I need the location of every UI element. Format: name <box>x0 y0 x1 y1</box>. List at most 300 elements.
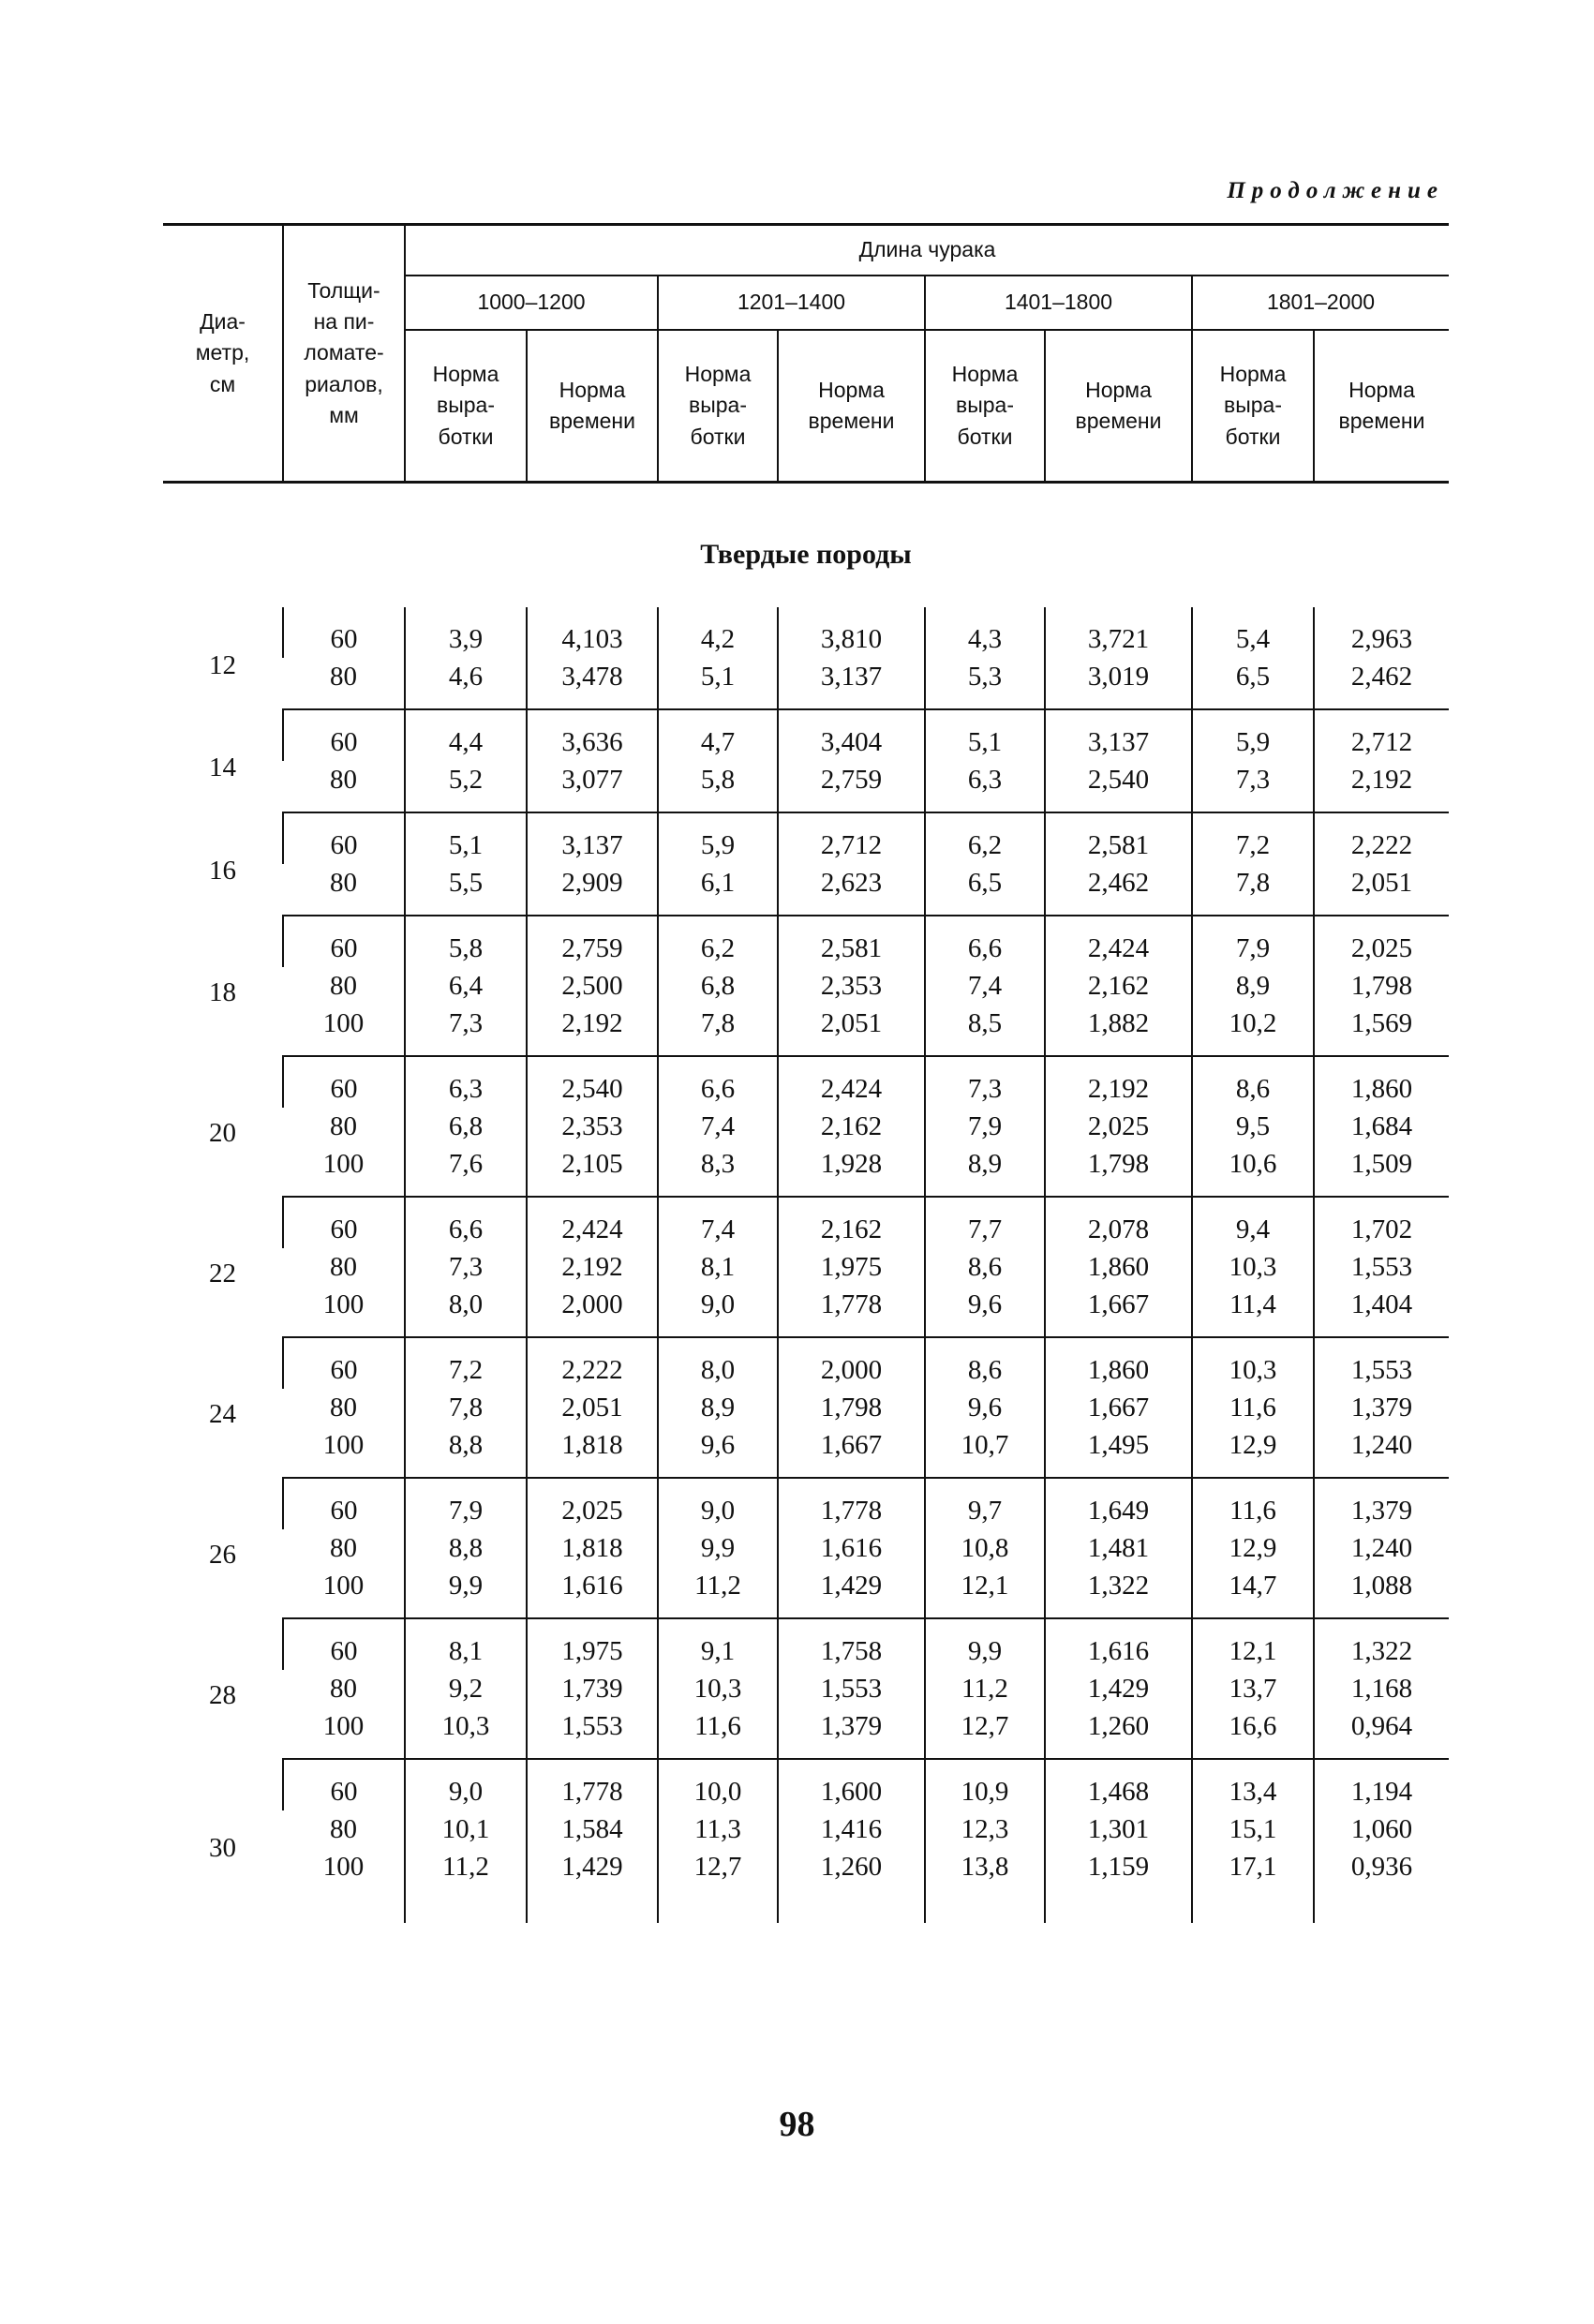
table-header <box>163 225 1449 483</box>
norm-output-cell: 7,8 <box>1192 864 1314 916</box>
norm-time-cell: 2,162 <box>1045 967 1192 1005</box>
norm-output-cell: 10,0 <box>658 1759 778 1810</box>
thickness-cell: 60 <box>283 812 405 864</box>
table-row <box>163 967 1449 1005</box>
norm-output-cell: 10,2 <box>1192 1005 1314 1056</box>
norm-output-cell: 14,7 <box>1192 1567 1314 1618</box>
norm-time-cell: 2,623 <box>778 864 925 916</box>
diameter-cell: 22 <box>209 1259 236 1289</box>
norm-output-cell: 7,9 <box>405 1478 527 1529</box>
norm-output-cell: 5,2 <box>405 761 527 812</box>
norm-output-cell: 10,3 <box>658 1670 778 1707</box>
norm-output-cell: 5,3 <box>925 658 1045 709</box>
section <box>163 483 1449 608</box>
table-row <box>163 1145 1449 1197</box>
diameter-group <box>163 709 1449 812</box>
thickness-cell: 60 <box>283 1759 405 1810</box>
norm-output-cell: 6,3 <box>925 761 1045 812</box>
norm-output-cell: 8,8 <box>405 1529 527 1567</box>
header-norm-time: Норма времени <box>527 330 658 483</box>
norm-output-cell: 10,3 <box>1192 1248 1314 1286</box>
norm-time-cell: 2,759 <box>527 916 658 967</box>
norm-time-cell: 2,540 <box>527 1056 658 1108</box>
continuation-label: Продолжение <box>1227 178 1444 203</box>
diameter-cell: 28 <box>209 1680 236 1710</box>
table-row <box>163 1056 1449 1108</box>
thickness-cell: 80 <box>283 658 405 709</box>
norm-time-cell: 1,088 <box>1314 1567 1449 1618</box>
norm-time-cell: 1,778 <box>527 1759 658 1810</box>
norm-time-cell: 2,000 <box>527 1286 658 1337</box>
norm-output-cell: 4,6 <box>405 658 527 709</box>
norm-output-cell: 10,3 <box>405 1707 527 1759</box>
thickness-cell: 80 <box>330 1111 357 1141</box>
thickness-cell: 80 <box>330 971 357 1001</box>
norm-time-cell: 1,553 <box>527 1707 658 1759</box>
diameter-cell: 30 <box>209 1832 236 1863</box>
norm-time-cell: 1,240 <box>1314 1426 1449 1478</box>
norm-time-cell: 2,162 <box>778 1108 925 1145</box>
norm-time-cell: 3,137 <box>778 658 925 709</box>
diameter-group <box>163 916 1449 1056</box>
norm-output-cell: 5,5 <box>405 864 527 916</box>
thickness-cell: 80 <box>330 1814 357 1844</box>
norm-time-cell: 1,429 <box>527 1848 658 1923</box>
norm-time-cell: 1,818 <box>527 1529 658 1567</box>
thickness-cell: 100 <box>283 1005 405 1056</box>
norm-time-cell: 2,192 <box>1314 761 1449 812</box>
norm-output-cell: 5,8 <box>405 916 527 967</box>
header-range: 1801–2000 <box>1192 276 1449 330</box>
norm-time-cell: 1,481 <box>1045 1529 1192 1567</box>
norm-time-cell: 2,105 <box>527 1145 658 1197</box>
table-row <box>163 1389 1449 1426</box>
norm-output-cell: 10,6 <box>1192 1145 1314 1197</box>
diameter-group <box>163 1759 1449 1923</box>
norm-time-cell: 2,222 <box>1314 812 1449 864</box>
norm-output-cell: 10,9 <box>925 1759 1045 1810</box>
thickness-cell: 80 <box>330 1252 357 1282</box>
table-row <box>163 1337 1449 1389</box>
norm-time-cell: 0,964 <box>1314 1707 1449 1759</box>
norm-time-cell: 1,553 <box>1314 1337 1449 1389</box>
norm-output-cell: 8,1 <box>405 1618 527 1670</box>
thickness-cell: 100 <box>283 1707 405 1759</box>
norm-output-cell: 7,9 <box>1192 916 1314 967</box>
norm-time-cell: 1,616 <box>527 1567 658 1618</box>
table-row <box>163 761 1449 812</box>
norm-output-cell: 9,9 <box>405 1567 527 1618</box>
norm-output-cell: 8,5 <box>925 1005 1045 1056</box>
norm-time-cell: 1,739 <box>527 1670 658 1707</box>
norm-time-cell: 3,137 <box>527 812 658 864</box>
norm-output-cell: 7,3 <box>1192 761 1314 812</box>
norm-output-cell: 7,3 <box>925 1056 1045 1108</box>
norm-time-cell: 1,416 <box>778 1810 925 1848</box>
table-row <box>163 1810 1449 1848</box>
norm-time-cell: 2,162 <box>778 1197 925 1248</box>
norm-time-cell: 0,936 <box>1314 1848 1449 1923</box>
diameter-group <box>163 1478 1449 1618</box>
norm-output-cell: 10,1 <box>405 1810 527 1848</box>
norm-output-cell: 13,8 <box>925 1848 1045 1923</box>
norm-time-cell: 2,192 <box>527 1005 658 1056</box>
norm-time-cell: 2,424 <box>1045 916 1192 967</box>
norm-output-cell: 4,2 <box>658 607 778 658</box>
norm-output-cell: 13,7 <box>1192 1670 1314 1707</box>
norm-output-cell: 7,9 <box>925 1108 1045 1145</box>
norm-output-cell: 5,1 <box>405 812 527 864</box>
norm-time-cell: 3,478 <box>527 658 658 709</box>
norm-time-cell: 3,077 <box>527 761 658 812</box>
norm-output-cell: 11,6 <box>1192 1389 1314 1426</box>
norm-time-cell: 1,553 <box>1314 1248 1449 1286</box>
norm-time-cell: 1,194 <box>1314 1759 1449 1810</box>
norm-time-cell: 2,353 <box>527 1108 658 1145</box>
table-row <box>163 1759 1449 1810</box>
norm-time-cell: 2,759 <box>778 761 925 812</box>
norm-time-cell: 1,404 <box>1314 1286 1449 1337</box>
thickness-cell: 60 <box>283 1197 405 1248</box>
norm-time-cell: 1,060 <box>1314 1810 1449 1848</box>
norm-time-cell: 2,025 <box>1314 916 1449 967</box>
norm-time-cell: 2,353 <box>778 967 925 1005</box>
norm-output-cell: 6,6 <box>405 1197 527 1248</box>
norm-time-cell: 1,667 <box>1045 1389 1192 1426</box>
thickness-cell: 60 <box>283 1618 405 1670</box>
norm-output-cell: 7,8 <box>405 1389 527 1426</box>
diameter-cell: 12 <box>209 649 236 680</box>
norm-time-cell: 1,928 <box>778 1145 925 1197</box>
header-range: 1201–1400 <box>658 276 925 330</box>
norm-output-cell: 11,2 <box>658 1567 778 1618</box>
norm-output-cell: 9,9 <box>658 1529 778 1567</box>
thickness-cell: 80 <box>283 864 405 916</box>
norm-time-cell: 1,495 <box>1045 1426 1192 1478</box>
norm-time-cell: 1,818 <box>527 1426 658 1478</box>
norm-output-cell: 10,3 <box>1192 1337 1314 1389</box>
table-row <box>163 1707 1449 1759</box>
norm-output-cell: 11,3 <box>658 1810 778 1848</box>
norm-time-cell: 3,019 <box>1045 658 1192 709</box>
norm-output-cell: 6,2 <box>925 812 1045 864</box>
table-row <box>163 1286 1449 1337</box>
norm-time-cell: 2,424 <box>778 1056 925 1108</box>
norm-time-cell: 1,798 <box>1045 1145 1192 1197</box>
diameter-group <box>163 1056 1449 1197</box>
norm-output-cell: 9,9 <box>925 1618 1045 1670</box>
norm-time-cell: 1,260 <box>1045 1707 1192 1759</box>
norm-time-cell: 1,667 <box>1045 1286 1192 1337</box>
norm-output-cell: 6,2 <box>658 916 778 967</box>
norm-output-cell: 12,9 <box>1192 1529 1314 1567</box>
norm-output-cell: 9,6 <box>925 1286 1045 1337</box>
norm-time-cell: 3,721 <box>1045 607 1192 658</box>
norm-output-cell: 5,9 <box>658 812 778 864</box>
norm-output-cell: 12,1 <box>925 1567 1045 1618</box>
diameter-group <box>163 1197 1449 1337</box>
norm-output-cell: 8,9 <box>1192 967 1314 1005</box>
norm-output-cell: 10,8 <box>925 1529 1045 1567</box>
thickness-cell: 100 <box>283 1567 405 1618</box>
norm-time-cell: 1,301 <box>1045 1810 1192 1848</box>
norm-output-cell: 5,1 <box>658 658 778 709</box>
table-row <box>163 607 1449 658</box>
diameter-cell: 18 <box>209 977 236 1007</box>
norm-time-cell: 1,379 <box>1314 1389 1449 1426</box>
header-diameter: Диа- метр, см <box>163 225 283 483</box>
table-row <box>163 1618 1449 1670</box>
norm-time-cell: 3,636 <box>527 709 658 761</box>
norm-time-cell: 2,025 <box>527 1478 658 1529</box>
norm-output-cell: 10,7 <box>925 1426 1045 1478</box>
table-row <box>163 1197 1449 1248</box>
header-norm-time: Норма времени <box>1045 330 1192 483</box>
header-norm-output: Норма выра- ботки <box>405 330 527 483</box>
norm-output-cell: 17,1 <box>1192 1848 1314 1923</box>
norm-output-cell: 7,3 <box>405 1005 527 1056</box>
norm-time-cell: 1,798 <box>778 1389 925 1426</box>
norm-output-cell: 9,0 <box>658 1478 778 1529</box>
table-row <box>163 1108 1449 1145</box>
thickness-cell: 60 <box>283 709 405 761</box>
norm-output-cell: 7,7 <box>925 1197 1045 1248</box>
norm-time-cell: 2,051 <box>778 1005 925 1056</box>
norm-time-cell: 2,000 <box>778 1337 925 1389</box>
norm-output-cell: 8,6 <box>925 1248 1045 1286</box>
norm-time-cell: 1,860 <box>1314 1056 1449 1108</box>
diameter-cell: 20 <box>209 1118 236 1148</box>
norm-time-cell: 3,137 <box>1045 709 1192 761</box>
thickness-cell: 60 <box>283 1478 405 1529</box>
norm-time-cell: 1,702 <box>1314 1197 1449 1248</box>
norm-output-cell: 9,2 <box>405 1670 527 1707</box>
norm-time-cell: 1,778 <box>778 1478 925 1529</box>
norm-output-cell: 7,4 <box>658 1197 778 1248</box>
norm-output-cell: 11,6 <box>1192 1478 1314 1529</box>
norm-time-cell: 2,462 <box>1314 658 1449 709</box>
norm-time-cell: 1,616 <box>778 1529 925 1567</box>
norm-time-cell: 2,712 <box>1314 709 1449 761</box>
norm-time-cell: 2,540 <box>1045 761 1192 812</box>
norm-output-cell: 9,6 <box>925 1389 1045 1426</box>
norm-output-cell: 8,3 <box>658 1145 778 1197</box>
norm-output-cell: 6,1 <box>658 864 778 916</box>
norm-time-cell: 2,581 <box>778 916 925 967</box>
norm-output-cell: 16,6 <box>1192 1707 1314 1759</box>
thickness-cell: 80 <box>330 1533 357 1563</box>
table-row <box>163 709 1449 761</box>
norm-time-cell: 2,051 <box>527 1389 658 1426</box>
diameter-group <box>163 1337 1449 1478</box>
table-row <box>163 1848 1449 1923</box>
norm-time-cell: 1,667 <box>778 1426 925 1478</box>
norm-output-cell: 7,4 <box>925 967 1045 1005</box>
norm-output-cell: 13,4 <box>1192 1759 1314 1810</box>
norm-output-cell: 12,1 <box>1192 1618 1314 1670</box>
norm-output-cell: 6,6 <box>925 916 1045 967</box>
norm-time-cell: 2,078 <box>1045 1197 1192 1248</box>
norm-output-cell: 7,4 <box>658 1108 778 1145</box>
norm-output-cell: 8,9 <box>658 1389 778 1426</box>
norm-output-cell: 12,7 <box>658 1848 778 1923</box>
norm-time-cell: 2,909 <box>527 864 658 916</box>
norm-output-cell: 8,8 <box>405 1426 527 1478</box>
header-range: 1000–1200 <box>405 276 658 330</box>
norms-table <box>163 223 1449 1923</box>
norm-time-cell: 3,810 <box>778 607 925 658</box>
norm-output-cell: 5,8 <box>658 761 778 812</box>
norm-output-cell: 9,4 <box>1192 1197 1314 1248</box>
norm-output-cell: 8,9 <box>925 1145 1045 1197</box>
norm-output-cell: 8,6 <box>925 1337 1045 1389</box>
norm-time-cell: 1,975 <box>778 1248 925 1286</box>
norm-time-cell: 1,379 <box>778 1707 925 1759</box>
table-row <box>163 1567 1449 1618</box>
header-thickness: Толщи- на пи- ломате- риалов, мм <box>283 225 405 483</box>
norm-time-cell: 1,798 <box>1314 967 1449 1005</box>
norm-time-cell: 1,569 <box>1314 1005 1449 1056</box>
thickness-cell: 80 <box>330 1674 357 1704</box>
thickness-cell: 100 <box>283 1286 405 1337</box>
norm-output-cell: 12,7 <box>925 1707 1045 1759</box>
norm-time-cell: 4,103 <box>527 607 658 658</box>
norm-output-cell: 7,6 <box>405 1145 527 1197</box>
norm-time-cell: 1,379 <box>1314 1478 1449 1529</box>
norm-time-cell: 2,712 <box>778 812 925 864</box>
norm-time-cell: 1,322 <box>1045 1567 1192 1618</box>
norm-output-cell: 4,7 <box>658 709 778 761</box>
norm-time-cell: 2,424 <box>527 1197 658 1248</box>
norm-output-cell: 9,7 <box>925 1478 1045 1529</box>
header-range: 1401–1800 <box>925 276 1192 330</box>
norm-time-cell: 2,192 <box>1045 1056 1192 1108</box>
norm-time-cell: 1,468 <box>1045 1759 1192 1810</box>
diameter-group <box>163 607 1449 709</box>
norm-time-cell: 1,975 <box>527 1618 658 1670</box>
norm-time-cell: 1,758 <box>778 1618 925 1670</box>
norm-output-cell: 4,4 <box>405 709 527 761</box>
norm-time-cell: 1,240 <box>1314 1529 1449 1567</box>
norm-output-cell: 11,4 <box>1192 1286 1314 1337</box>
norm-output-cell: 12,3 <box>925 1810 1045 1848</box>
thickness-cell: 80 <box>330 1393 357 1423</box>
norm-output-cell: 4,3 <box>925 607 1045 658</box>
norm-time-cell: 1,509 <box>1314 1145 1449 1197</box>
norm-time-cell: 2,025 <box>1045 1108 1192 1145</box>
norm-time-cell: 1,778 <box>778 1286 925 1337</box>
norm-time-cell: 1,260 <box>778 1848 925 1923</box>
norm-time-cell: 1,168 <box>1314 1670 1449 1707</box>
norm-time-cell: 2,051 <box>1314 864 1449 916</box>
diameter-cell: 14 <box>209 752 236 782</box>
norm-output-cell: 9,0 <box>405 1759 527 1810</box>
header-norm-time: Норма времени <box>1314 330 1449 483</box>
table-row <box>163 1478 1449 1529</box>
norm-time-cell: 2,500 <box>527 967 658 1005</box>
norm-output-cell: 6,3 <box>405 1056 527 1108</box>
table-row <box>163 864 1449 916</box>
table-row <box>163 1529 1449 1567</box>
norm-time-cell: 1,584 <box>527 1810 658 1848</box>
norm-time-cell: 1,684 <box>1314 1108 1449 1145</box>
diameter-group <box>163 1618 1449 1759</box>
norm-output-cell: 5,9 <box>1192 709 1314 761</box>
norm-time-cell: 2,581 <box>1045 812 1192 864</box>
table-row <box>163 812 1449 864</box>
norm-output-cell: 11,6 <box>658 1707 778 1759</box>
thickness-cell: 80 <box>283 761 405 812</box>
header-length-group: Длина чурака <box>405 225 1449 276</box>
norm-output-cell: 5,4 <box>1192 607 1314 658</box>
norm-time-cell: 1,860 <box>1045 1248 1192 1286</box>
norm-time-cell: 1,553 <box>778 1670 925 1707</box>
norm-time-cell: 1,649 <box>1045 1478 1192 1529</box>
norm-output-cell: 8,0 <box>658 1337 778 1389</box>
norm-output-cell: 9,1 <box>658 1618 778 1670</box>
norm-time-cell: 1,616 <box>1045 1618 1192 1670</box>
norm-output-cell: 6,5 <box>1192 658 1314 709</box>
norm-output-cell: 9,6 <box>658 1426 778 1478</box>
header-norm-output: Норма выра- ботки <box>1192 330 1314 483</box>
table-row <box>163 1005 1449 1056</box>
header-norm-output: Норма выра- ботки <box>658 330 778 483</box>
thickness-cell: 60 <box>283 1337 405 1389</box>
thickness-cell: 60 <box>283 607 405 658</box>
thickness-cell: 60 <box>283 916 405 967</box>
norm-output-cell: 8,0 <box>405 1286 527 1337</box>
section-title: Твердые породы <box>700 539 912 570</box>
table-row <box>163 916 1449 967</box>
norm-time-cell: 2,222 <box>527 1337 658 1389</box>
header-norm-time: Норма времени <box>778 330 925 483</box>
norm-time-cell: 2,192 <box>527 1248 658 1286</box>
diameter-cell: 26 <box>209 1540 236 1570</box>
norm-output-cell: 7,8 <box>658 1005 778 1056</box>
norm-time-cell: 3,404 <box>778 709 925 761</box>
thickness-cell: 100 <box>283 1145 405 1197</box>
norm-output-cell: 6,8 <box>658 967 778 1005</box>
norm-time-cell: 2,462 <box>1045 864 1192 916</box>
norm-output-cell: 5,1 <box>925 709 1045 761</box>
norm-output-cell: 9,0 <box>658 1286 778 1337</box>
norm-output-cell: 6,4 <box>405 967 527 1005</box>
norm-time-cell: 1,429 <box>778 1567 925 1618</box>
table-row <box>163 658 1449 709</box>
norm-output-cell: 6,5 <box>925 864 1045 916</box>
norm-output-cell: 3,9 <box>405 607 527 658</box>
norm-output-cell: 7,2 <box>1192 812 1314 864</box>
norm-time-cell: 1,600 <box>778 1759 925 1810</box>
header-norm-output: Норма выра- ботки <box>925 330 1045 483</box>
norm-time-cell: 2,963 <box>1314 607 1449 658</box>
norm-output-cell: 11,2 <box>925 1670 1045 1707</box>
thickness-cell: 100 <box>322 1852 365 1882</box>
diameter-cell: 24 <box>209 1399 236 1429</box>
norm-time-cell: 1,322 <box>1314 1618 1449 1670</box>
norm-time-cell: 1,429 <box>1045 1670 1192 1707</box>
diameter-cell: 16 <box>209 856 236 886</box>
table-row <box>163 1248 1449 1286</box>
norm-output-cell: 6,8 <box>405 1108 527 1145</box>
norm-output-cell: 11,2 <box>405 1848 527 1923</box>
norm-output-cell: 7,2 <box>405 1337 527 1389</box>
diameter-group <box>163 812 1449 916</box>
norm-output-cell: 8,1 <box>658 1248 778 1286</box>
norm-time-cell: 1,860 <box>1045 1337 1192 1389</box>
thickness-cell: 100 <box>283 1426 405 1478</box>
thickness-cell: 60 <box>283 1056 405 1108</box>
